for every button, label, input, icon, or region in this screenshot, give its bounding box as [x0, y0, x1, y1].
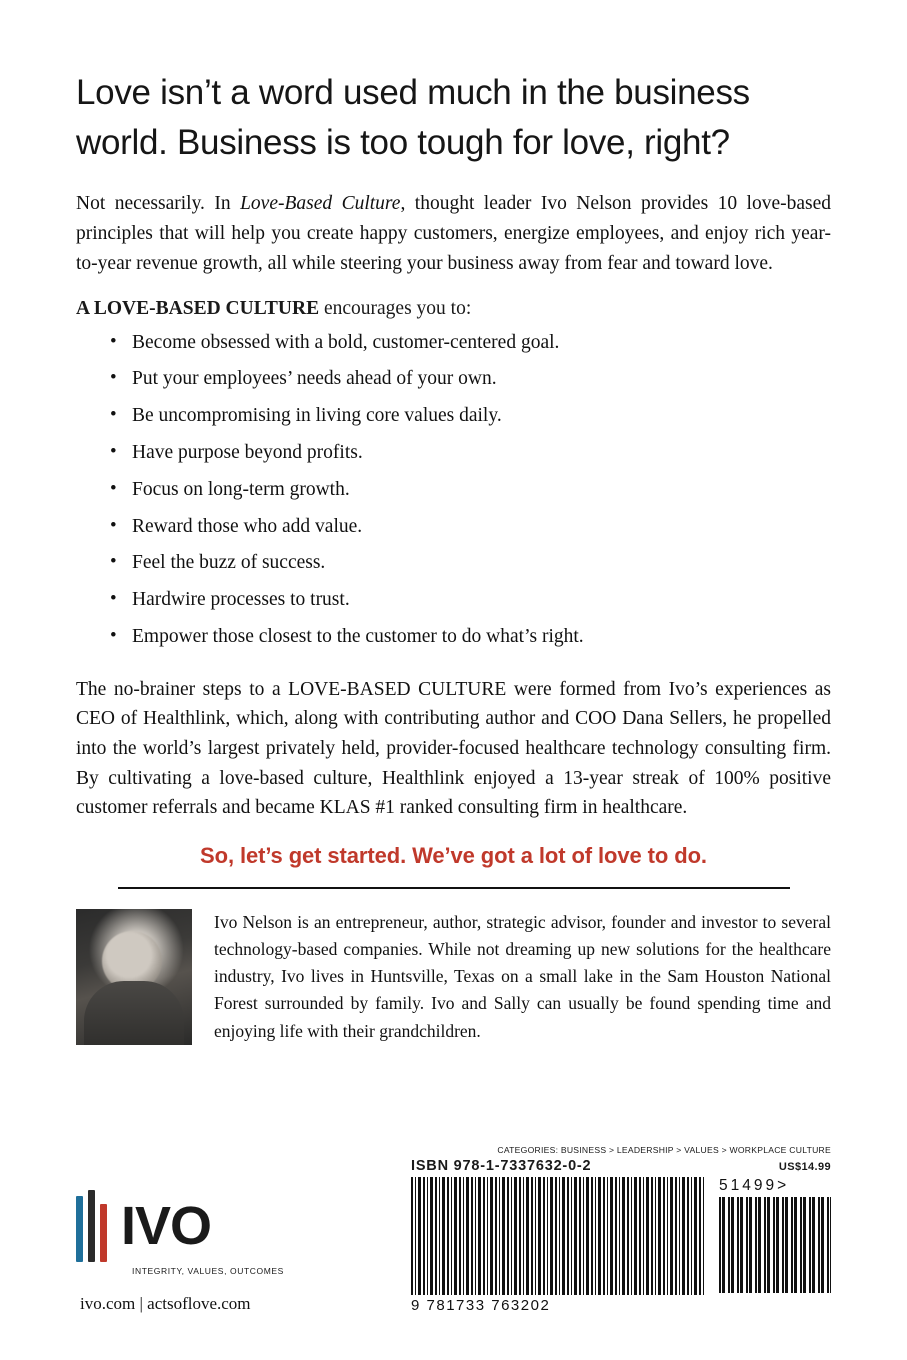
list-item: • Become obsessed with a bold, customer-centered goal. [110, 330, 831, 367]
author-bio-text: Ivo Nelson is an entrepreneur, author, strategic advisor, founder and investor to several technology-based companies. While not dreaming up new solutions for the healthcare industry, Ivo lives in Huntsville, Texas on a small lake in the Sam Houston National Forest surrounded by family. Ivo and Sally can usually be found spending time and enjoying life with their grandchildren. [214, 911, 831, 1041]
price-addon-barcode [719, 1177, 831, 1293]
isbn-row [411, 1158, 831, 1174]
list-item: • Empower those closest to the customer to do what’s right. [110, 624, 831, 661]
page-title: Love isn’t a word used much in the business world. Business is too tough for love, right? [76, 73, 750, 162]
list-lead-in [76, 294, 831, 323]
price-text: US$14.99 [778, 1161, 831, 1173]
principles-list [76, 330, 831, 661]
ean-digits: 9 781733 763202 [411, 1297, 551, 1314]
barcode-block [411, 1145, 831, 1314]
logo-bars-icon [76, 1190, 107, 1262]
body-paragraph: The no-brainer steps to a LOVE-BASED CULTURE were formed from Ivo’s experiences as CEO of Healthlink, which, along with contributing author and COO Dana Sellers, he propelled into the world’s largest privately held, provider-focused healthcare technology consulting firm. By cultivating a love-based culture, Healthlink enjoyed a 13-year streak of 100% positive customer referrals and became KLAS #1 ranked consulting firm in healthcare. [76, 678, 831, 819]
list-lead-bold: A LOVE-BASED CULTURE [76, 298, 320, 320]
list-item: • Be uncompromising in living core values daily. [110, 403, 831, 440]
ivo-logo [76, 1190, 376, 1262]
list-lead-rest: encourages you to: [319, 298, 472, 320]
barcode-bars-icon [411, 1177, 705, 1295]
book-categories: CATEGORIES: BUSINESS > LEADERSHIP > VALUES > WORKPLACE CULTURE [497, 1145, 831, 1155]
list-item: • Put your employees’ needs ahead of your own. [110, 366, 831, 403]
list-item: • Focus on long-term growth. [110, 477, 831, 514]
divider [118, 887, 790, 889]
addon-digits: 51499> [719, 1177, 790, 1194]
logo-tagline: INTEGRITY, VALUES, OUTCOMES [132, 1266, 284, 1276]
brand-links[interactable]: ivo.com | actsoflove.com [80, 1294, 251, 1313]
list-item: • Hardwire processes to trust. [110, 587, 831, 624]
ean-barcode [411, 1177, 705, 1314]
author-bio [76, 909, 831, 1045]
addon-bars-icon [719, 1197, 831, 1293]
intro-text-before: Not necessarily. In [76, 193, 241, 215]
footer [76, 1145, 831, 1314]
publisher-brand [76, 1190, 376, 1314]
tagline: So, let’s get started. We’ve got a lot of love to do. [200, 842, 707, 868]
author-photo [76, 909, 192, 1045]
list-item: • Reward those who add value. [110, 514, 831, 551]
logo-wordmark: IVO [121, 1195, 212, 1256]
barcodes [411, 1177, 831, 1314]
intro-paragraph [76, 189, 831, 278]
list-item: • Have purpose beyond profits. [110, 440, 831, 477]
list-item: • Feel the buzz of success. [110, 550, 831, 587]
intro-text-after: , thought leader Ivo Nelson provides 10 love-based principles that will help you create happy customers, energize employees, and enjoy rich year-to-year revenue growth, all while steering your business away from fear and toward love. [76, 193, 832, 274]
book-title-italic: Love-Based Culture [240, 193, 401, 215]
isbn-text: ISBN 978-1-7337632-0-2 [411, 1158, 592, 1174]
